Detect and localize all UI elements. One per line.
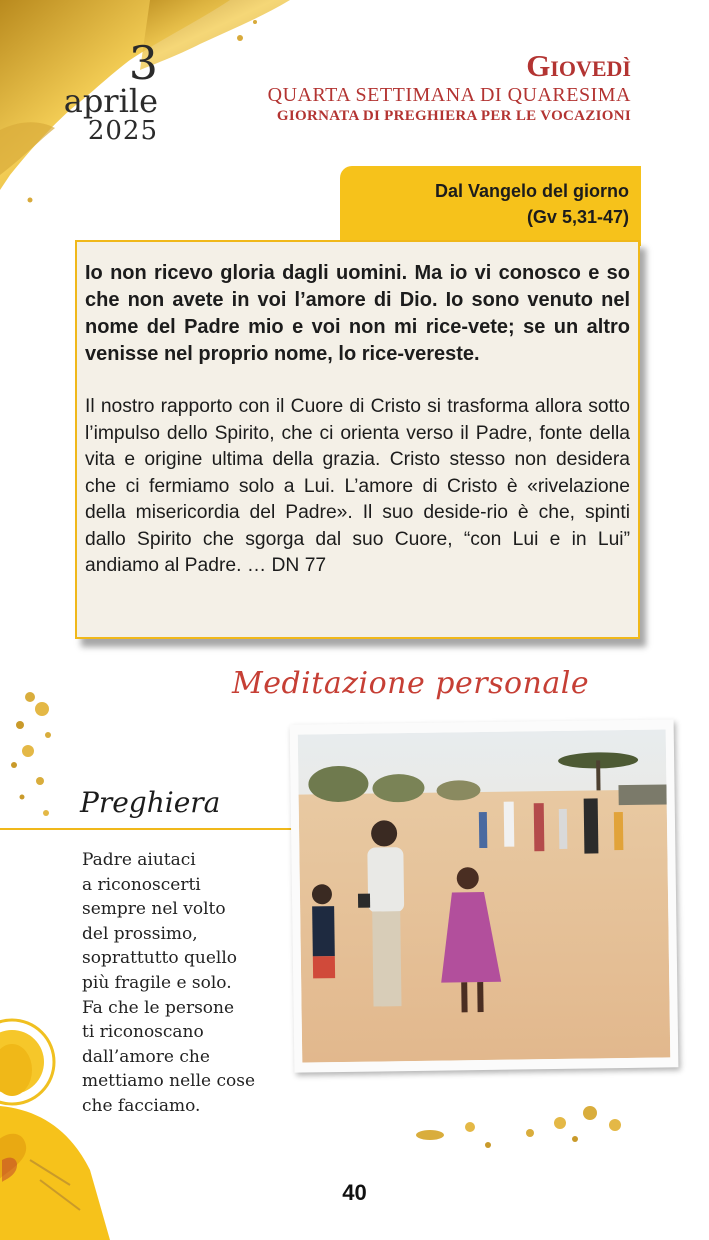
date-day: 3: [128, 36, 158, 90]
prayer-line: ti riconoscano: [82, 1022, 204, 1043]
prayer-line: Padre aiutaci: [82, 850, 196, 870]
prayer-line: che facciamo.: [82, 1095, 201, 1116]
gold-dots-decoration-bottom: [400, 1105, 640, 1175]
date-year: 2025: [87, 116, 158, 146]
gospel-comment: Il nostro rapporto con il Cuore di Cristo si trasforma allora sotto l’impulso dello Spirito, che ci orienta verso il Padre, fonte della vita e origine ultima della grazia. Cristo stesso non desidera che ci fermiamo solo a Lui. L’amore di Cristo è «rivelazione della misericordia del Padre». Il suo deside-rio è che, spinti dallo Spirito che sgorga dal suo Cuore, “con Lui e in Lui” andiamo al Padre. … DN 77: [85, 396, 630, 576]
prayer-line: Fa che le persone: [82, 997, 235, 1018]
gospel-reference: (Gv 5,31-47): [526, 207, 629, 227]
date-block: [58, 36, 158, 146]
prayer-text: [82, 848, 302, 1119]
prayer-title: Preghiera: [80, 786, 221, 819]
liturgical-week: QUARTA SETTIMANA DI QUARESIMA: [267, 84, 631, 106]
gospel-tab: [340, 166, 641, 246]
prayer-divider: [0, 828, 298, 830]
gold-dots-decoration-left: [0, 685, 70, 835]
page-header: [268, 48, 631, 126]
gospel-box: [75, 240, 640, 639]
weekday-title: Giovedì: [526, 48, 631, 83]
gospel-text: Io non ricevo gloria dagli uomini. Ma io vi conosco e so che non avete in voi l’amore di Dio. Io sono venuto nel nome del Padre mio e voi non mi rice-vete; se un altro venisse nel proprio nome, lo rice-vereste.: [85, 262, 630, 365]
gospel-tab-title: Dal Vangelo del giorno: [434, 181, 629, 201]
prayer-line: dall’amore che: [82, 1046, 210, 1067]
page-number: 40: [342, 1180, 367, 1205]
prayer-line: più fragile e solo.: [82, 972, 232, 993]
special-day: GIORNATA DI PREGHIERA PER LE VOCAZIONI: [276, 108, 631, 124]
prayer-line: soprattutto quello: [82, 948, 238, 969]
prayer-line: a riconoscerti: [82, 874, 201, 895]
date-month: aprile: [63, 82, 158, 120]
meditation-title: Meditazione personale: [232, 666, 590, 701]
prayer-line: mettiamo nelle cose: [82, 1071, 256, 1092]
prayer-line: del prossimo,: [82, 923, 198, 944]
photo-children-walking: [298, 729, 671, 1062]
photo-frame: [290, 719, 679, 1072]
prayer-line: sempre nel volto: [82, 899, 226, 920]
